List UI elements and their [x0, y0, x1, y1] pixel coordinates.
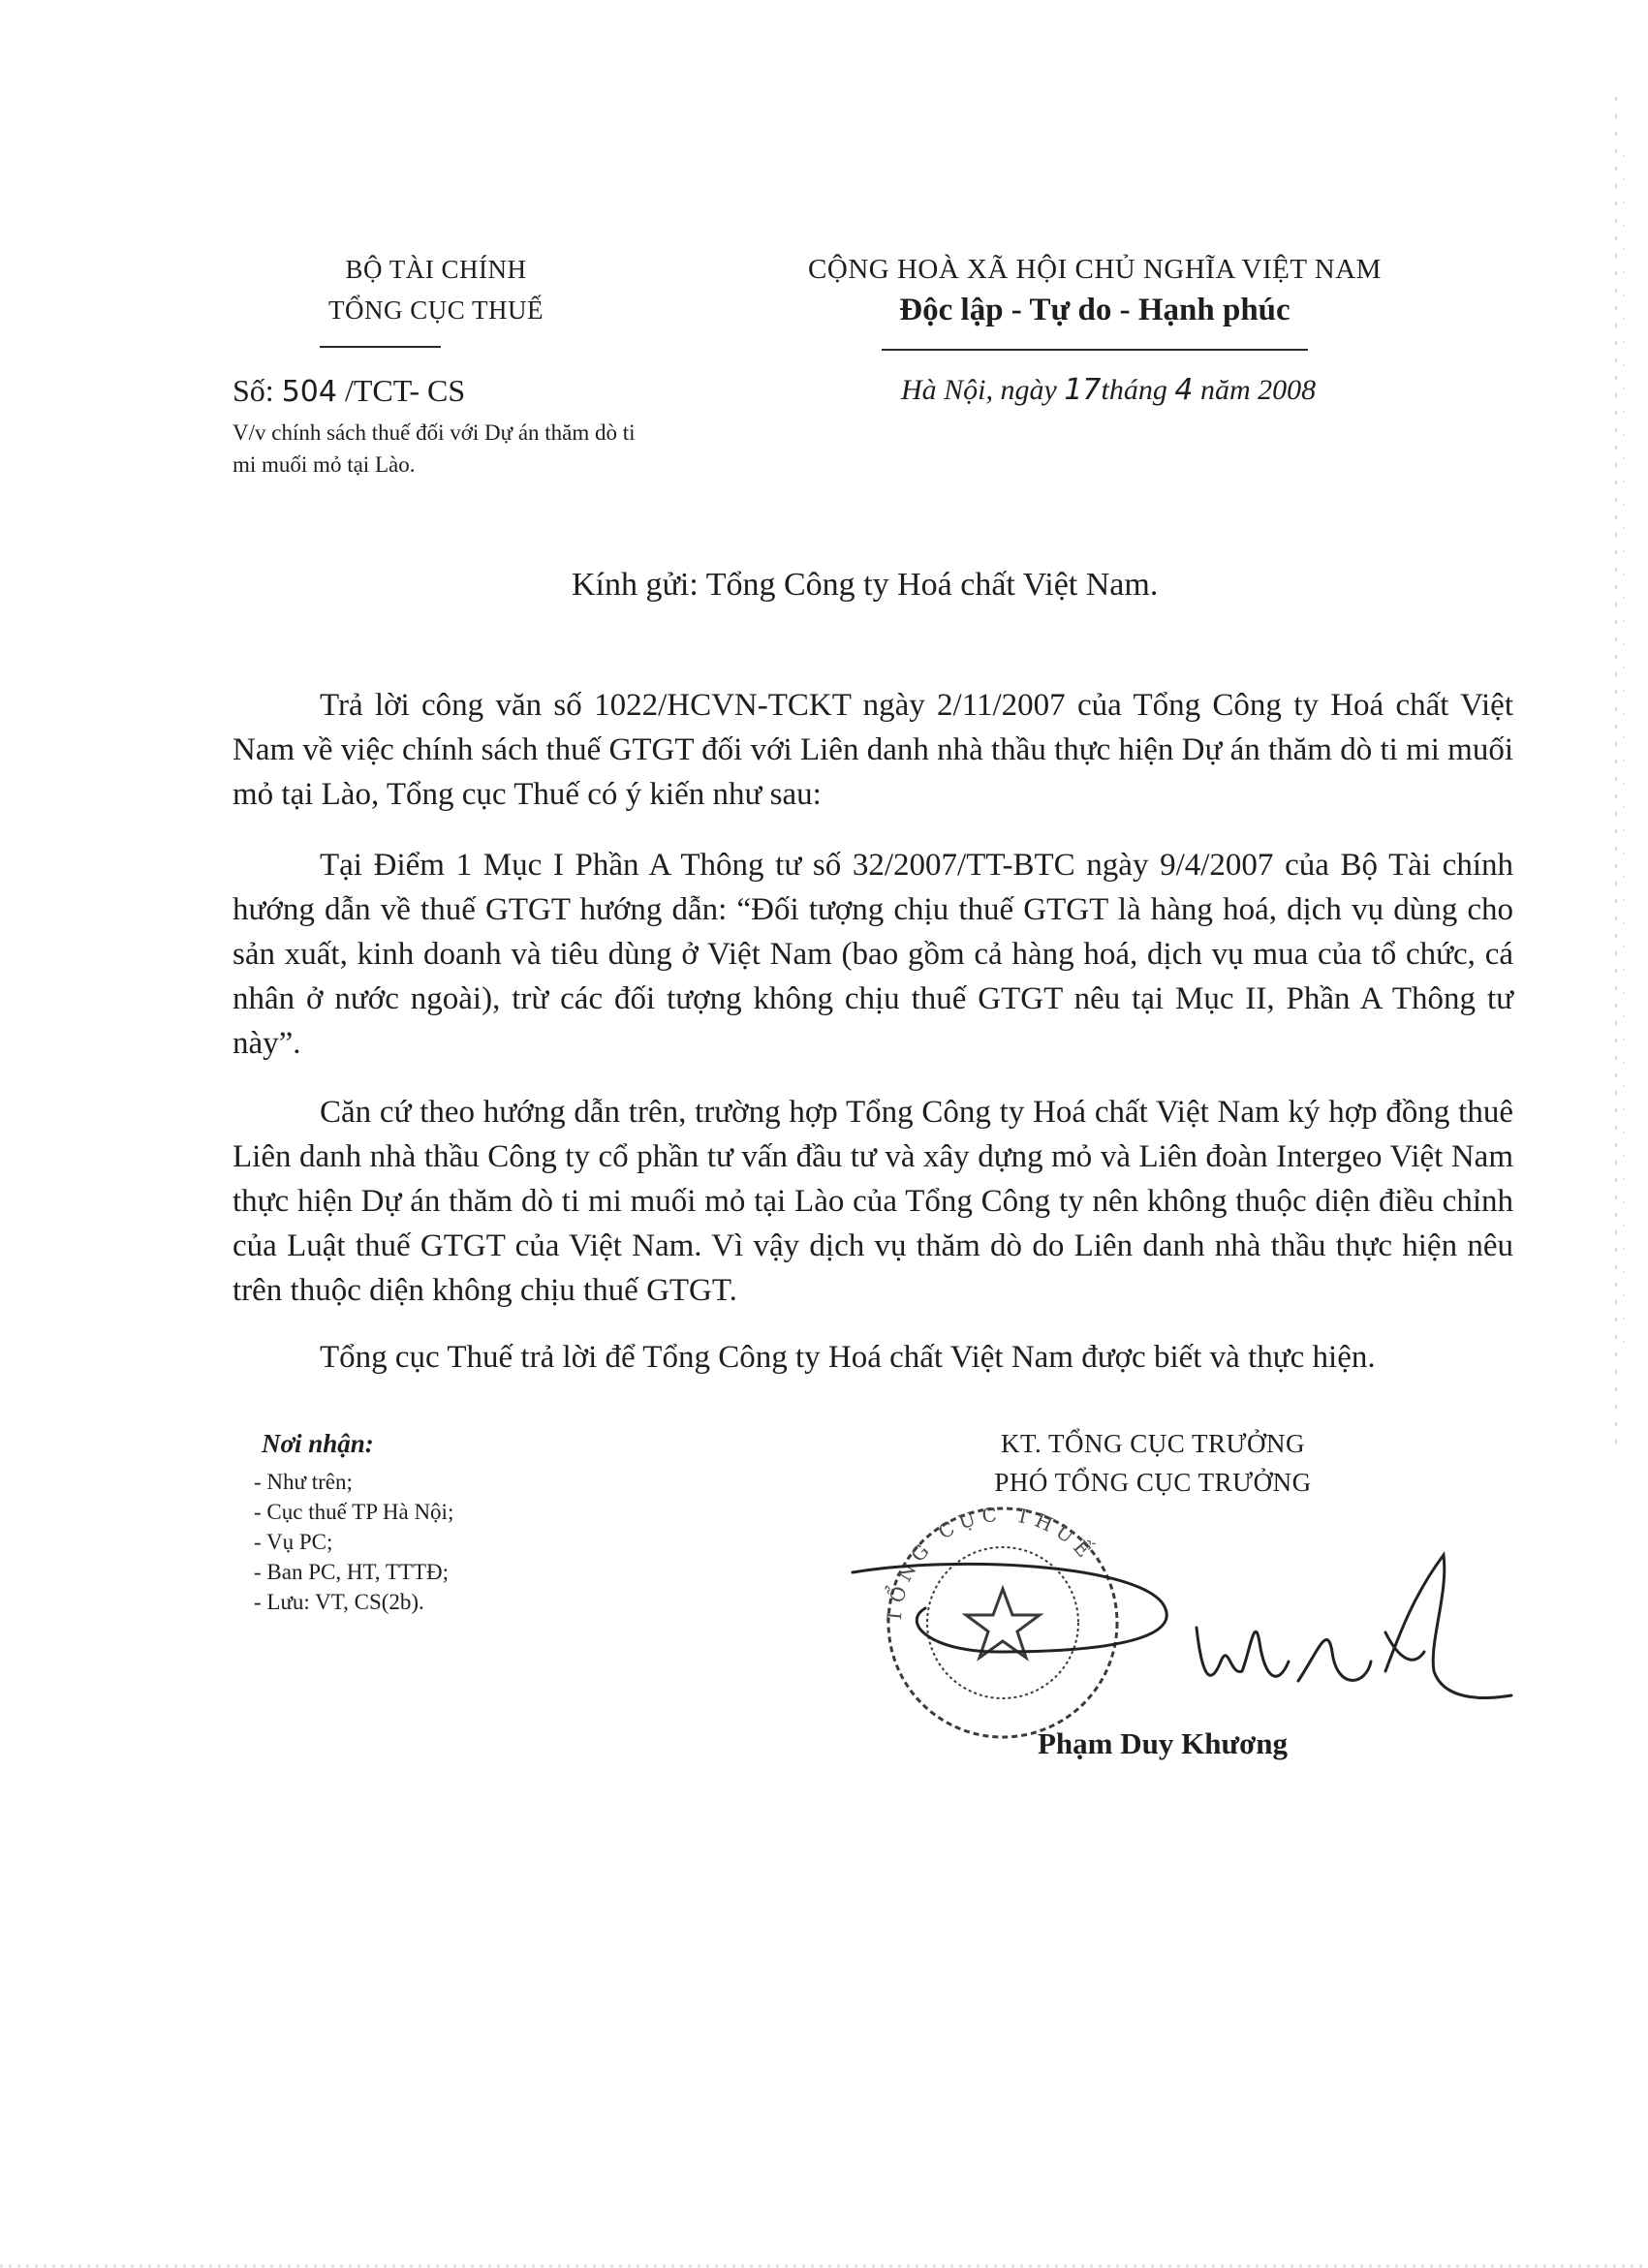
document-subject: V/v chính sách thuế đối với Dự án thăm dò ti mi muối mỏ tại Lào.	[233, 420, 636, 477]
cc-item: - Lưu: VT, CS(2b).	[254, 1590, 424, 1614]
signature-title-2: PHÓ TỔNG CỤC TRƯỞNG	[994, 1468, 1312, 1497]
motto-underline	[882, 349, 1308, 351]
cc-item: - Ban PC, HT, TTTĐ;	[254, 1560, 450, 1584]
body-paragraph-2: Tại Điểm 1 Mục I Phần A Thông tư số 32/2007/TT-BTC ngày 9/4/2007 của Bộ Tài chính hướng dẫn về thuế GTGT hướng dẫn: “Đối tượng chịu thuế GTGT là hàng hoá, dịch vụ dùng cho sản xuất, kinh doanh và tiêu dùng ở Việt Nam (bao gồm cả hàng hoá, dịch vụ mua của tổ chức, cá nhân ở nước ngoài), trừ các đối tượng không chịu thuế GTGT nêu tại Mục II, Phần A Thông tư này”.	[233, 848, 1513, 1061]
seal-text: TỔNG CỤC THUẾ	[882, 1502, 1100, 1624]
body-paragraph-4: Tổng cục Thuế trả lời để Tổng Công ty Hoá chất Việt Nam được biết và thực hiện.	[320, 1340, 1376, 1375]
department-name: TỔNG CỤC THUẾ	[328, 295, 544, 325]
ministry-name: BỘ TÀI CHÍNH	[345, 255, 527, 284]
date-month: 4	[1174, 373, 1194, 407]
department-underline	[320, 346, 441, 348]
cc-list	[254, 1467, 453, 1617]
date-place: Hà Nội, ngày	[901, 374, 1065, 406]
republic-title: CỘNG HOÀ XÃ HỘI CHỦ NGHĨA VIỆT NAM	[808, 254, 1382, 285]
document-number-value: 504	[281, 375, 337, 409]
signature-title-1: KT. TỔNG CỤC TRƯỞNG	[1001, 1429, 1305, 1458]
official-seal-and-signature	[843, 1497, 1521, 1739]
body-paragraph-1: Trả lời công văn số 1022/HCVN-TCKT ngày 2/11/2007 của Tổng Công ty Hoá chất Việt Nam về việc chính sách thuế GTGT đối với Liên danh nhà thầu thực hiện Dự án thăm dò ti mi muối mỏ tại Lào, Tổng cục Thuế có ý kiến như sau:	[233, 688, 1513, 812]
date-line	[901, 373, 1316, 407]
date-year: năm 2008	[1193, 374, 1317, 406]
document-number	[233, 373, 465, 409]
signature-icon	[853, 1555, 1511, 1697]
date-day: 17	[1064, 373, 1102, 407]
document-number-suffix: /TCT- CS	[336, 373, 466, 408]
cc-item: - Như trên;	[254, 1470, 353, 1494]
cc-item: - Vụ PC;	[254, 1530, 333, 1554]
date-month-label: tháng	[1101, 374, 1167, 406]
body-paragraph-3: Căn cứ theo hướng dẫn trên, trường hợp Tổng Công ty Hoá chất Việt Nam ký hợp đồng thuê Liên danh nhà thầu Công ty cổ phần tư vấn đầu tư và xây dựng mỏ và Liên đoàn Intergeo Việt Nam thực hiện Dự án thăm dò ti mi muối mỏ tại Lào của Tổng Công ty nên không thuộc diện điều chỉnh của Luật thuế GTGT của Việt Nam. Vì vậy dịch vụ thăm dò do Liên danh nhà thầu thực hiện nêu trên thuộc diện không chịu thuế GTGT.	[233, 1095, 1513, 1308]
recipient-line: Kính gửi: Tổng Công ty Hoá chất Việt Nam.	[572, 567, 1159, 603]
document-number-prefix: Số:	[233, 373, 282, 408]
national-motto: Độc lập - Tự do - Hạnh phúc	[899, 293, 1290, 327]
cc-item: - Cục thuế TP Hà Nội;	[254, 1500, 454, 1524]
cc-title: Nơi nhận:	[262, 1429, 374, 1458]
signer-name: Phạm Duy Khương	[1038, 1726, 1288, 1760]
